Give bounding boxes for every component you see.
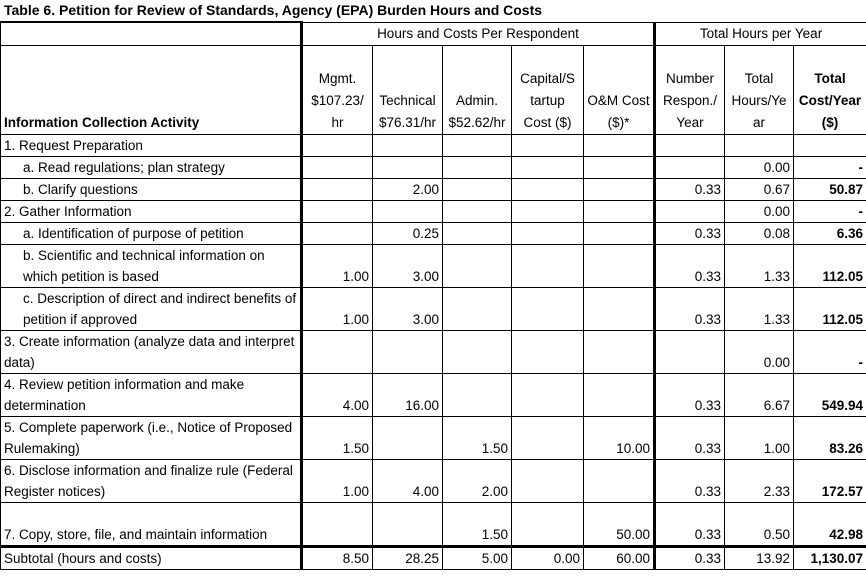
total-hours-cell xyxy=(725,135,794,157)
mgmt-cell: 1.50 xyxy=(302,417,373,460)
mgmt-cell: 4.00 xyxy=(302,374,373,417)
subtotal-technical-cell: 28.25 xyxy=(373,547,443,570)
capital-cell xyxy=(512,503,584,547)
technical-cell: 4.00 xyxy=(373,460,443,503)
subtotal-om-cell: 60.00 xyxy=(584,547,655,570)
admin-cell: 2.00 xyxy=(443,460,512,503)
activity-cell: 7. Copy, store, file, and maintain information xyxy=(1,503,302,547)
total-cost-cell: - xyxy=(794,157,866,179)
mgmt-cell: 1.00 xyxy=(302,460,373,503)
activity-cell: b. Scientific and technical information on which petition is based xyxy=(1,245,302,288)
number-cell: 0.33 xyxy=(655,179,725,201)
number-cell: 0.33 xyxy=(655,417,725,460)
number-cell xyxy=(655,135,725,157)
om-cell: 50.00 xyxy=(584,503,655,547)
mgmt-cell: 1.00 xyxy=(302,288,373,331)
mgmt-cell xyxy=(302,223,373,245)
table-row xyxy=(1,245,866,288)
total-hours-cell: 0.00 xyxy=(725,157,794,179)
capital-cell xyxy=(512,288,584,331)
capital-cell xyxy=(512,331,584,374)
admin-cell xyxy=(443,135,512,157)
technical-cell: 16.00 xyxy=(373,374,443,417)
om-cell xyxy=(584,460,655,503)
total-hours-cell: 0.00 xyxy=(725,201,794,223)
mgmt-cell xyxy=(302,201,373,223)
capital-cell xyxy=(512,135,584,157)
total-hours-cell: 6.67 xyxy=(725,374,794,417)
capital-cell xyxy=(512,223,584,245)
om-cell xyxy=(584,288,655,331)
om-cell xyxy=(584,331,655,374)
admin-cell xyxy=(443,223,512,245)
total-hours-cell: 0.50 xyxy=(725,503,794,547)
admin-cell xyxy=(443,179,512,201)
header-blank-cell xyxy=(1,22,302,46)
total-cost-column-header: Total Cost/Year ($) xyxy=(794,46,866,135)
activity-cell: 3. Create information (analyze data and interpret data) xyxy=(1,331,302,374)
admin-cell xyxy=(443,288,512,331)
om-cell xyxy=(584,245,655,288)
admin-cell xyxy=(443,374,512,417)
subtotal-capital-cell: 0.00 xyxy=(512,547,584,570)
admin-cell xyxy=(443,331,512,374)
total-hours-cell: 0.00 xyxy=(725,331,794,374)
total-hours-cell: 1.33 xyxy=(725,245,794,288)
technical-cell xyxy=(373,135,443,157)
activity-column-header: Information Collection Activity xyxy=(1,46,302,135)
technical-cell xyxy=(373,201,443,223)
technical-cell: 3.00 xyxy=(373,245,443,288)
technical-cell: 2.00 xyxy=(373,179,443,201)
table-row xyxy=(1,417,866,460)
om-cell: 10.00 xyxy=(584,417,655,460)
total-cost-cell xyxy=(794,135,866,157)
mgmt-cell xyxy=(302,331,373,374)
total-hours-column-header: Total Hours/Ye ar xyxy=(725,46,794,135)
activity-cell: 5. Complete paperwork (i.e., Notice of Proposed Rulemaking) xyxy=(1,417,302,460)
admin-cell xyxy=(443,157,512,179)
capital-cell xyxy=(512,374,584,417)
subtotal-row xyxy=(1,547,866,570)
burden-table xyxy=(0,21,866,570)
total-cost-cell: - xyxy=(794,331,866,374)
capital-cell xyxy=(512,179,584,201)
mgmt-cell xyxy=(302,157,373,179)
total-hours-cell: 0.08 xyxy=(725,223,794,245)
number-cell: 0.33 xyxy=(655,503,725,547)
total-cost-cell: 50.87 xyxy=(794,179,866,201)
capital-cell xyxy=(512,201,584,223)
subtotal-mgmt-cell: 8.50 xyxy=(302,547,373,570)
subtotal-total-cost-cell: 1,130.07 xyxy=(794,547,866,570)
total-cost-cell: - xyxy=(794,201,866,223)
table-row xyxy=(1,331,866,374)
number-cell: 0.33 xyxy=(655,460,725,503)
number-cell xyxy=(655,201,725,223)
group-total-header: Total Hours per Year xyxy=(655,22,866,46)
total-cost-cell: 172.57 xyxy=(794,460,866,503)
number-cell xyxy=(655,157,725,179)
om-cell xyxy=(584,223,655,245)
technical-column-header: Technical $76.31/hr xyxy=(373,46,443,135)
number-cell: 0.33 xyxy=(655,288,725,331)
table-row xyxy=(1,179,866,201)
mgmt-cell: 1.00 xyxy=(302,245,373,288)
capital-cell xyxy=(512,157,584,179)
table-title: Table 6. Petition for Review of Standards, Agency (EPA) Burden Hours and Costs xyxy=(4,2,543,18)
number-cell xyxy=(655,331,725,374)
admin-cell: 1.50 xyxy=(443,417,512,460)
total-cost-cell: 112.05 xyxy=(794,288,866,331)
group-per-respondent-header: Hours and Costs Per Respondent xyxy=(302,22,655,46)
activity-cell: a. Read regulations; plan strategy xyxy=(1,157,302,179)
activity-cell: a. Identification of purpose of petition xyxy=(1,223,302,245)
total-cost-cell: 83.26 xyxy=(794,417,866,460)
table-row xyxy=(1,201,866,223)
technical-cell xyxy=(373,331,443,374)
admin-column-header: Admin. $52.62/hr xyxy=(443,46,512,135)
activity-cell: 2. Gather Information xyxy=(1,201,302,223)
subtotal-label: Subtotal (hours and costs) xyxy=(1,547,302,570)
om-cell xyxy=(584,201,655,223)
total-cost-cell: 6.36 xyxy=(794,223,866,245)
activity-cell: 1. Request Preparation xyxy=(1,135,302,157)
admin-cell: 1.50 xyxy=(443,503,512,547)
om-column-header: O&M Cost ($)* xyxy=(584,46,655,135)
table-row xyxy=(1,288,866,331)
om-cell xyxy=(584,374,655,417)
mgmt-column-header: Mgmt. $107.23/ hr xyxy=(302,46,373,135)
activity-cell: 4. Review petition information and make determination xyxy=(1,374,302,417)
mgmt-cell xyxy=(302,503,373,547)
activity-cell: c. Description of direct and indirect benefits of petition if approved xyxy=(1,288,302,331)
total-hours-cell: 2.33 xyxy=(725,460,794,503)
table-row xyxy=(1,157,866,179)
table-row xyxy=(1,223,866,245)
technical-cell xyxy=(373,157,443,179)
capital-cell xyxy=(512,460,584,503)
number-cell: 0.33 xyxy=(655,245,725,288)
subtotal-number-cell: 0.33 xyxy=(655,547,725,570)
admin-cell xyxy=(443,245,512,288)
total-cost-cell: 42.98 xyxy=(794,503,866,547)
total-hours-cell: 1.00 xyxy=(725,417,794,460)
om-cell xyxy=(584,157,655,179)
mgmt-cell xyxy=(302,179,373,201)
header-column-row xyxy=(1,46,866,135)
technical-cell: 3.00 xyxy=(373,288,443,331)
number-cell: 0.33 xyxy=(655,223,725,245)
om-cell xyxy=(584,179,655,201)
total-cost-cell: 549.94 xyxy=(794,374,866,417)
activity-cell: 6. Disclose information and finalize rule (Federal Register notices) xyxy=(1,460,302,503)
capital-cell xyxy=(512,245,584,288)
table-row xyxy=(1,135,866,157)
number-cell: 0.33 xyxy=(655,374,725,417)
activity-cell: b. Clarify questions xyxy=(1,179,302,201)
subtotal-total-hours-cell: 13.92 xyxy=(725,547,794,570)
technical-cell xyxy=(373,503,443,547)
mgmt-cell xyxy=(302,135,373,157)
table-row xyxy=(1,374,866,417)
header-group-row xyxy=(1,22,866,46)
table-row xyxy=(1,503,866,547)
technical-cell: 0.25 xyxy=(373,223,443,245)
subtotal-admin-cell: 5.00 xyxy=(443,547,512,570)
number-column-header: Number Respon./ Year xyxy=(655,46,725,135)
om-cell xyxy=(584,135,655,157)
capital-column-header: Capital/S tartup Cost ($) xyxy=(512,46,584,135)
total-hours-cell: 1.33 xyxy=(725,288,794,331)
total-cost-cell: 112.05 xyxy=(794,245,866,288)
technical-cell xyxy=(373,417,443,460)
capital-cell xyxy=(512,417,584,460)
total-hours-cell: 0.67 xyxy=(725,179,794,201)
admin-cell xyxy=(443,201,512,223)
table-row xyxy=(1,460,866,503)
